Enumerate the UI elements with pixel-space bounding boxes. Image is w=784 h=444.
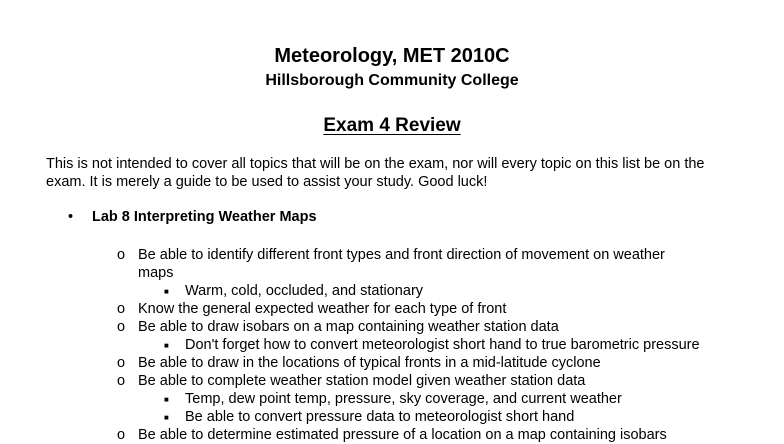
list-item-continuation — [0, 264, 784, 282]
circle-bullet-marker: o — [117, 427, 126, 443]
square-bullet-marker: ■ — [164, 413, 169, 422]
bullet-marker: • — [68, 209, 74, 225]
list-item-text: Know the general expected weather for each type of front — [138, 301, 507, 317]
list-item — [0, 318, 784, 336]
circle-bullet-marker: o — [117, 373, 126, 389]
circle-bullet-marker: o — [117, 355, 126, 371]
review-item-list — [0, 246, 784, 444]
list-item — [0, 300, 784, 318]
sub-list-item — [0, 390, 784, 408]
circle-bullet-marker: o — [117, 301, 126, 317]
list-item-text: Be able to identify different front types and front direction of movement on weather — [138, 247, 665, 263]
square-bullet-marker: ■ — [164, 287, 169, 296]
list-item — [0, 246, 784, 264]
list-item-text: Be able to complete weather station model given weather station data — [138, 373, 586, 389]
list-item-text: Be able to determine estimated pressure of a location on a map containing isobars — [138, 427, 667, 443]
sub-list-item-text: Be able to convert pressure data to meteorologist short hand — [185, 409, 575, 425]
topic-label: Lab 8 Interpreting Weather Maps — [92, 209, 317, 225]
sub-list-item-text: Don't forget how to convert meteorologist short hand to true barometric pressure — [185, 337, 700, 353]
sub-list-item-text: Warm, cold, occluded, and stationary — [185, 283, 424, 299]
square-bullet-marker: ■ — [164, 395, 169, 404]
circle-bullet-marker: o — [117, 319, 126, 335]
list-item-text: Be able to draw isobars on a map containing weather station data — [138, 319, 559, 335]
list-item — [0, 426, 784, 444]
course-title: Meteorology, MET 2010C — [274, 45, 510, 67]
list-item — [0, 354, 784, 372]
square-bullet-marker: ■ — [164, 341, 169, 350]
intro-paragraph: This is not intended to cover all topics that will be on the exam, nor will every topic on this list be on the exam. It is merely a guide to be used to assist your study. Good luck! — [46, 156, 705, 190]
list-item-text: Be able to draw in the locations of typical fronts in a mid-latitude cyclone — [138, 355, 601, 371]
sub-list-item — [0, 408, 784, 426]
circle-bullet-marker: o — [117, 247, 126, 263]
sub-list-item — [0, 282, 784, 300]
list-item-text: maps — [138, 265, 174, 281]
college-name: Hillsborough Community College — [265, 72, 519, 89]
exam-title: Exam 4 Review — [323, 115, 461, 136]
list-item — [0, 372, 784, 390]
sub-list-item — [0, 336, 784, 354]
sub-list-item-text: Temp, dew point temp, pressure, sky coverage, and current weather — [185, 391, 622, 407]
